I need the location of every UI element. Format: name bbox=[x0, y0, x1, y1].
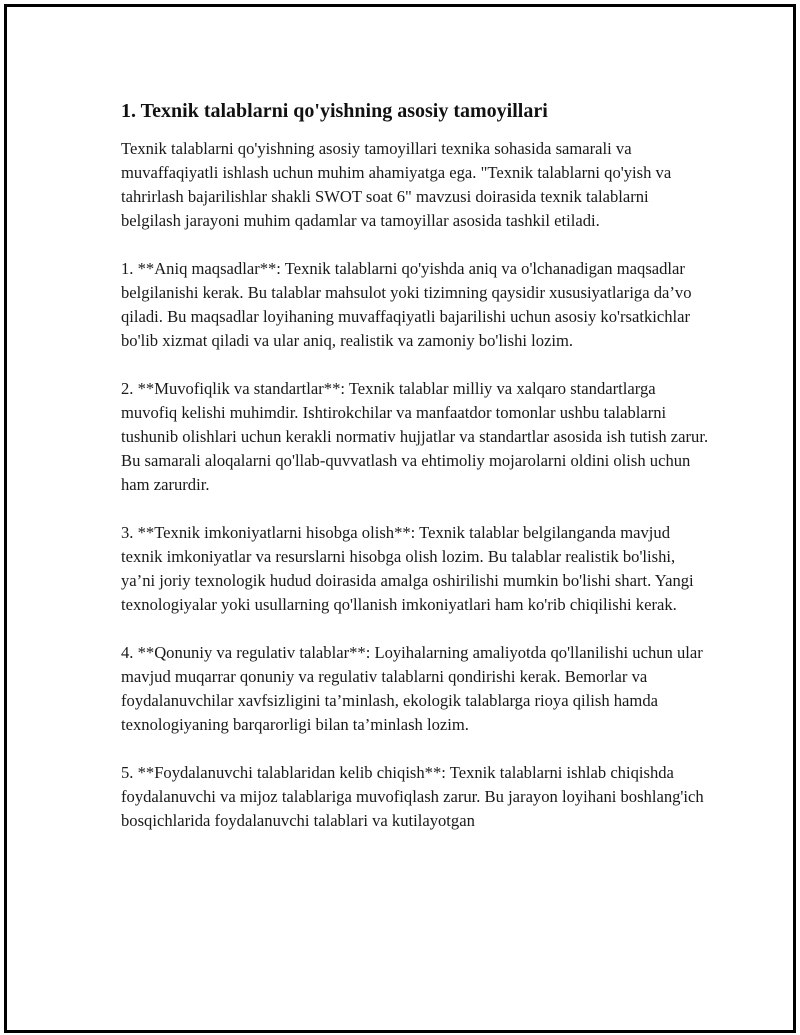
document-title: 1. Texnik talablarni qo'yishning asosiy tamoyillari bbox=[121, 100, 548, 122]
paragraph-technical-capabilities: 3. **Texnik imkoniyatlarni hisobga olish**: Texnik talablar belgilanganda mavjud texnik imkoniyatlar va resurslarni hisobga olish lozim. Bu talablar realistik bo'lishi, ya’ni joriy texnologik hudud doirasida amalga oshirilishi mumkin bo'lishi shart. Yangi texnologiyalar yoki usullarning qo'llanish imkoniyatlari ham ko'rib chiqilishi kerak. bbox=[121, 523, 694, 614]
paragraph-intro: Texnik talablarni qo'yishning asosiy tamoyillari texnika sohasida samarali va muvaffaqiyatli ishlash uchun muhim ahamiyatga ega. "Texnik talablarni qo'yish va tahrirlash bajarilishlar shakli SWOT soat 6" mavzusi doirasida texnik talablarni belgilash jarayoni muhim qadamlar va tamoyillar asosida tashkil etiladi. bbox=[121, 139, 672, 230]
document-body bbox=[121, 97, 711, 833]
page-frame bbox=[4, 4, 796, 1033]
paragraph-user-requirements: 5. **Foydalanuvchi talablaridan kelib chiqish**: Texnik talablarni ishlab chiqishda foydalanuvchi va mijoz talablariga muvofiqlash zarur. Bu jarayon loyihani boshlang'ich bosqichlarida foydalanuvchi talablari va kutilayotgan bbox=[121, 763, 704, 830]
paragraph-legal-requirements: 4. **Qonuniy va regulativ talablar**: Loyihalarning amaliyotda qo'llanilishi uchun ular mavjud muqarrar qonuniy va regulativ talablarni qondirishi kerak. Bemorlar va foydalanuvchilar xavfsizligini ta’minlash, ekologik talablarga rioya qilish hamda texnologiyaning barqarorligi bilan ta’minlash lozim. bbox=[121, 643, 703, 734]
paragraph-standards: 2. **Muvofiqlik va standartlar**: Texnik talablar milliy va xalqaro standartlarga muvofiq kelishi muhimdir. Ishtirokchilar va manfaatdor tomonlar ushbu talablarni tushunib olishlari uchun kerakli normativ hujjatlar va standartlar asosida ish tutish zarur. Bu samarali aloqalarni qo'llab-quvvatlash va ehtimoliy mojarolarni oldini olish uchun ham zarurdir. bbox=[121, 379, 709, 494]
paragraph-clear-goals: 1. **Aniq maqsadlar**: Texnik talablarni qo'yishda aniq va o'lchanadigan maqsadlar belgilanishi kerak. Bu talablar mahsulot yoki tizimning qaysidir xususiyatlariga da’vo qiladi. Bu maqsadlar loyihaning muvaffaqiyatli bajarilishi uchun asosiy ko'rsatkichlar bo'lib xizmat qiladi va ular aniq, realistik va zamoniy bo'lishi lozim. bbox=[121, 259, 692, 350]
